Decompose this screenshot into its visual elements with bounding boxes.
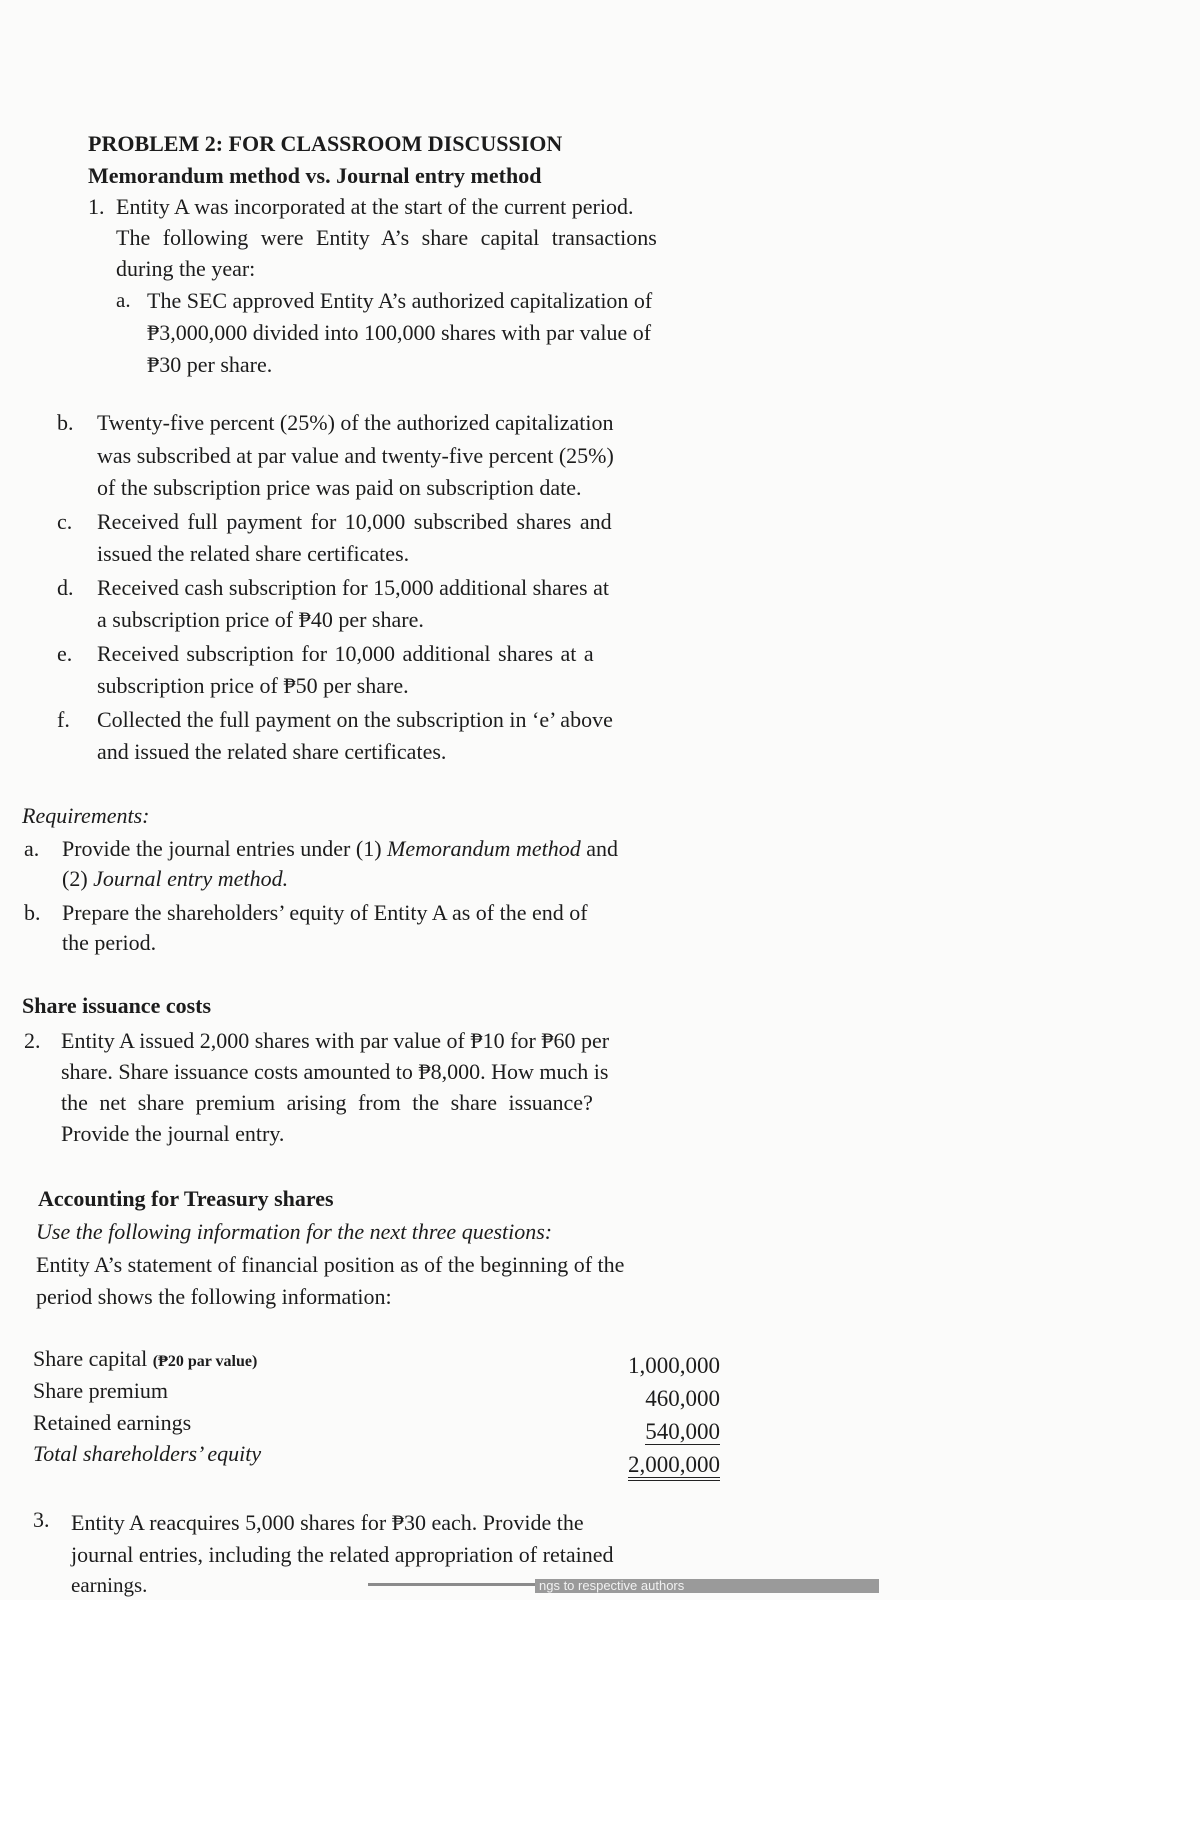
item-letter: a. — [24, 836, 40, 861]
problem1-intro-line: The following were Entity A’s share capital transactions — [116, 225, 657, 250]
problem1-intro-line: during the year: — [116, 256, 256, 281]
item-line: Received subscription for 10,000 additional shares at a — [97, 641, 594, 666]
requirement-text: (2) — [62, 866, 94, 891]
item-number: 2. — [24, 1028, 41, 1053]
item-line: Received full payment for 10,000 subscribed shares and — [97, 509, 612, 534]
share-issuance-line: Provide the journal entry. — [61, 1121, 285, 1146]
q3-text: journal entries, including the related appropriation of retained — [71, 1542, 614, 1567]
item-line: a subscription price of ₱40 per share. — [97, 607, 424, 632]
problem-subtitle: Memorandum method vs. Journal entry method — [88, 163, 542, 188]
equity-label: Share capital — [33, 1346, 148, 1371]
item-line: The SEC approved Entity A’s authorized capitalization of — [147, 288, 653, 313]
equity-value-underlined: 540,000 — [645, 1419, 720, 1444]
share-issuance-line: share. Share issuance costs amounted to ₱8,000. How much is — [61, 1059, 609, 1084]
item-line: was subscribed at par value and twenty-five percent (25%) — [97, 443, 614, 468]
requirement-text: Provide the journal entries under (1) — [62, 836, 388, 861]
equity-label: Retained earnings — [33, 1410, 192, 1435]
requirement-b-line: Prepare the shareholders’ equity of Entity A as of the end of — [62, 900, 588, 925]
requirement-a-line2 — [62, 866, 288, 892]
treasury-intro-line: Entity A’s statement of financial position as of the beginning of the — [36, 1252, 625, 1277]
item-letter: d. — [57, 575, 74, 600]
problem-title: PROBLEM 2: FOR CLASSROOM DISCUSSION — [88, 131, 563, 156]
item-letter: c. — [57, 509, 73, 534]
requirement-emphasis: Journal entry method. — [93, 866, 289, 891]
item-number: 1. — [88, 194, 105, 219]
equity-value: 1,000,000 — [628, 1353, 720, 1378]
item-letter: b. — [57, 410, 74, 435]
problem1-intro-line: Entity A was incorporated at the start of the current period. — [116, 194, 634, 219]
equity-value: 460,000 — [645, 1386, 720, 1411]
equity-total-double-underlined: 2,000,000 — [628, 1452, 720, 1481]
treasury-intro-line: period shows the following information: — [36, 1284, 392, 1309]
treasury-heading: Accounting for Treasury shares — [38, 1186, 334, 1211]
share-issuance-heading: Share issuance costs — [22, 993, 212, 1018]
q3-line — [71, 1542, 613, 1568]
item-line: Collected the full payment on the subscription in ‘e’ above — [97, 707, 613, 732]
share-issuance-line: the net share premium arising from the share issuance? — [61, 1090, 593, 1115]
item-line: and issued the related share certificates. — [97, 739, 447, 764]
item-letter: b. — [24, 900, 41, 925]
item-letter: e. — [57, 641, 73, 666]
item-line: Received cash subscription for 15,000 additional shares at — [97, 575, 609, 600]
item-line: subscription price of ₱50 per share. — [97, 673, 409, 698]
item-line: Twenty-five percent (25%) of the authorized capitalization — [97, 410, 614, 435]
requirement-emphasis: Memorandum method — [387, 836, 581, 861]
equity-total-value — [580, 1452, 720, 1478]
watermark-banner: ngs to respective authors — [535, 1579, 879, 1593]
treasury-instruction: Use the following information for the next three questions: — [36, 1219, 553, 1244]
requirement-a-line1 — [62, 836, 618, 862]
item-letter: f. — [57, 707, 70, 732]
item-line: of the subscription price was paid on subscription date. — [97, 475, 582, 500]
equity-row-share-capital — [33, 1346, 257, 1372]
q3-line: earnings. — [71, 1573, 148, 1597]
item-line: ₱30 per share. — [147, 352, 273, 377]
requirement-b-line: the period. — [62, 930, 157, 955]
item-line: issued the related share certificates. — [97, 541, 410, 566]
watermark-dash — [368, 1583, 536, 1586]
item-line: ₱3,000,000 divided into 100,000 shares with par value of — [147, 320, 652, 345]
equity-total-label: Total shareholders’ equity — [33, 1441, 262, 1466]
requirement-text: and — [580, 836, 618, 861]
item-number: 3. — [33, 1507, 50, 1532]
item-letter: a. — [116, 288, 131, 312]
par-value-note: (₱20 par value) — [152, 1353, 258, 1370]
equity-label: Share premium — [33, 1378, 169, 1403]
q3-line: Entity A reacquires 5,000 shares for ₱30 each. Provide the — [71, 1510, 584, 1535]
requirements-heading: Requirements: — [22, 803, 150, 828]
share-issuance-line: Entity A issued 2,000 shares with par value of ₱10 for ₱60 per — [61, 1028, 610, 1053]
equity-value — [580, 1419, 720, 1445]
